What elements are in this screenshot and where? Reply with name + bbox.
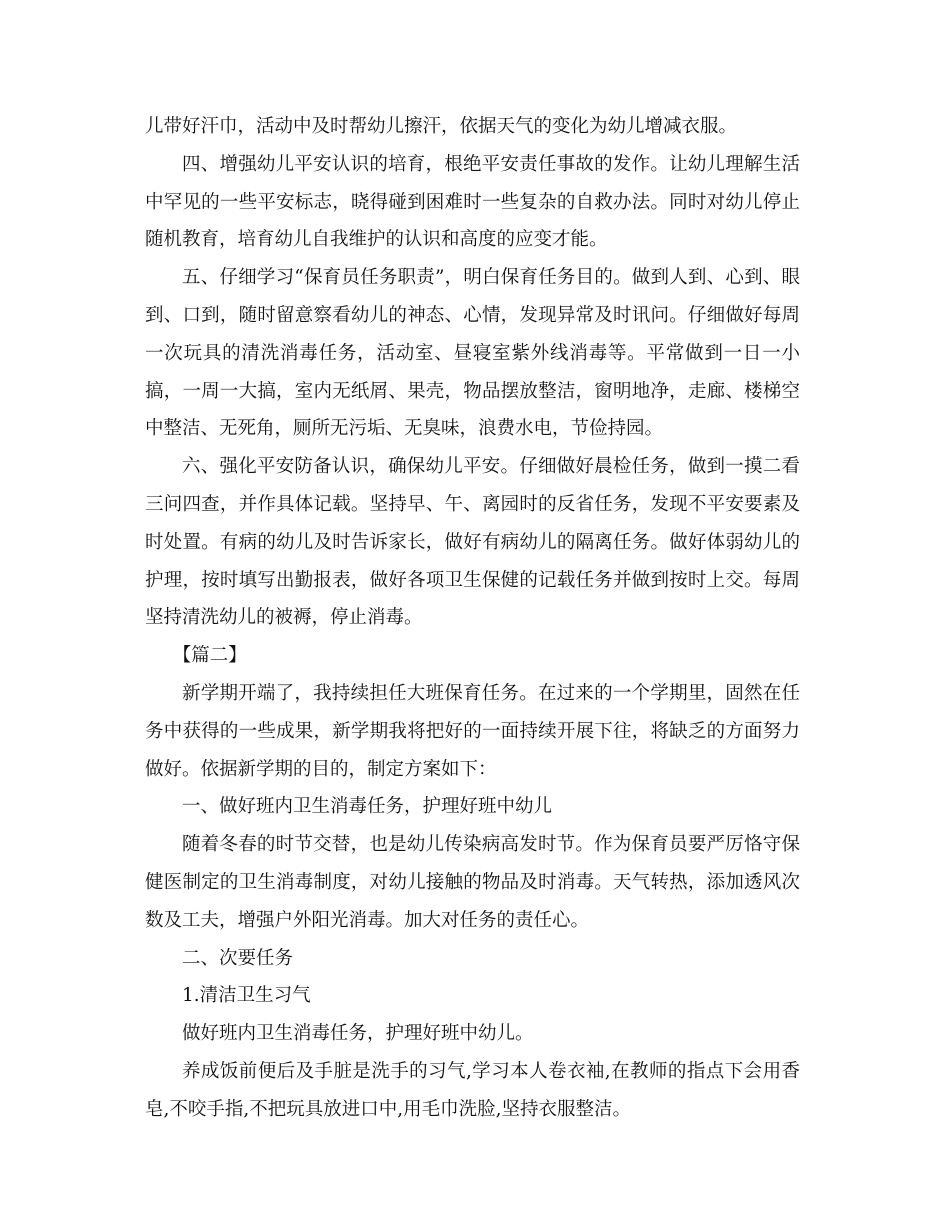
- subheading-two: 二、次要任务: [182, 947, 294, 969]
- paragraph-section-four: 四、增强幼儿平安认识的培育，根绝平安责任事故的发作。让幼儿理解生活中罕见的一些平安标志，晓得碰到困难时一些复杂的自救办法。同时对幼儿停止随机教育，培育幼儿自我维护的认识和高度的应变才能。: [145, 153, 800, 251]
- chapter-heading: 【篇二】: [172, 645, 247, 667]
- paragraph-disinfection: 随着冬春的时节交替，也是幼儿传染病高发时节。作为保育员要严厉恪守保健医制定的卫生消毒制度，对幼儿接触的物品及时消毒。天气转热，添加透风次数及工夫，增强户外阳光消毒。加大对任务的责任心。: [145, 834, 800, 931]
- document-body: [145, 108, 800, 1129]
- subheading-hygiene: 1.清洁卫生习气: [182, 985, 311, 1007]
- paragraph-continued: 儿带好汗巾，活动中及时帮幼儿擦汗，依据天气的变化为幼儿增减衣服。: [145, 116, 738, 137]
- paragraph-habits: 养成饭前便后及手脏是洗手的习气,学习本人卷衣袖,在教师的指点下会用香皂,不咬手指,不把玩具放进口中,用毛巾洗脸,坚持衣服整洁。: [145, 1060, 800, 1120]
- paragraph-intro: 新学期开端了，我持续担任大班保育任务。在过来的一个学期里，固然在任务中获得的一些成果，新学期我将把好的一面持续开展下往，将缺乏的方面努力做好。依据新学期的目的，制定方案如下：: [145, 682, 800, 780]
- paragraph-care: 做好班内卫生消毒任务，护理好班中幼儿。: [182, 1023, 534, 1045]
- subheading-one: 一、做好班内卫生消毒任务，护理好班中幼儿: [182, 796, 553, 818]
- paragraph-section-six: 六、强化平安防备认识，确保幼儿平安。仔细做好晨检任务，做到一摸二看三问四查，并作具体记载。坚持早、午、离园时的反省任务，发现不平安要素及时处置。有病的幼儿及时告诉家长，做好有病幼儿的隔离任务。做好体弱幼儿的护理，按时填写出勤报表，做好各项卫生保健的记载任务并做到按时上交。每周坚持清洗幼儿的被褥，停止消毒。: [145, 456, 800, 629]
- paragraph-section-five: 五、仔细学习“保育员任务职责”，明白保育任务目的。做到人到、心到、眼到、口到，随时留意察看幼儿的神态、心情，发现异常及时讯问。仔细做好每周一次玩具的清洗消毒任务，活动室、昼寝室紫外线消毒等。平常做到一日一小搞，一周一大搞，室内无纸屑、果壳，物品摆放整洁，窗明地净，走廊、楼梯空中整洁、无死角，厕所无污垢、无臭味，浪费水电，节俭持园。: [145, 267, 800, 440]
